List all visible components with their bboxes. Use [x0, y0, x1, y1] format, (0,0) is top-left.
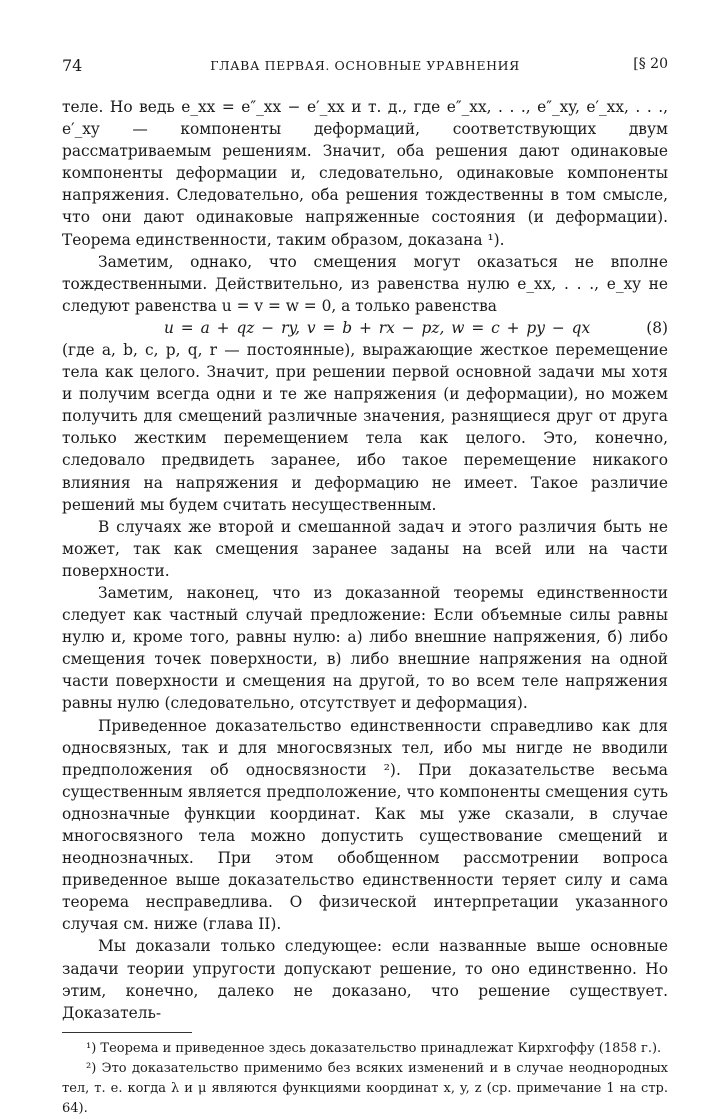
section-marker: [§ 20 — [633, 56, 668, 72]
footnotes — [62, 1039, 668, 1119]
paragraph: Мы доказали только следующее: если названные выше основные задачи теории упругости допускают решение, то оно единственно. Но этим, конечно, далеко не доказано, что решение существует. Доказатель- — [62, 937, 668, 1022]
footnote-1: ¹) Теорема и приведенное здесь доказательство принадлежат Кирхгоффу (1858 г.). — [86, 1040, 662, 1056]
footnote-divider — [62, 1032, 192, 1033]
paragraph-continuation: теле. Но ведь e_xx = e″_xx − e′_xx и т. д., где e″_xx, . . ., e″_xy, e′_xx, . . ., e′_xy — компоненты деформаций, соответствующих двум рассматриваемым решениям. Значит, оба решения дают одинаковые компоненты деформации и, следовательно, одинаковые компоненты напряжения. Следовательно, оба решения тождественны в том смысле, что они дают одинаковые напряженные состояния (и деформации). Теорема единственности, таким образом, доказана ¹). — [62, 98, 668, 249]
page-number: 74 — [62, 56, 83, 75]
equation-8 — [62, 317, 668, 339]
equation-number: (8) — [646, 318, 668, 337]
paragraph: Заметим, однако, что смещения могут оказаться не вполне тождественными. Действительно, из равенства нулю e_xx, . . ., e_xy не следуют равенства u = v = w = 0, а только равенства — [62, 252, 668, 315]
running-header — [62, 56, 668, 82]
paragraph: (где a, b, c, p, q, r — постоянные), выражающие жесткое перемещение тела как целого. Значит, при решении первой основной задачи мы хотя и получим всегда одни и те же напряжения (и деформации), но можем получить для смещений различные значения, разнящиеся друг от друга только жестким перемещением тела как целого. Это, конечно, следовало предвидеть заранее, ибо такое перемещение никакого влияния на напряжения и деформацию не имеет. Такое различие решений мы будем считать несущественным. — [62, 340, 668, 514]
paragraph: В случаях же второй и смешанной задач и этого различия быть не может, так как смещения заранее заданы на всей или на части поверхности. — [62, 517, 668, 580]
body-text — [62, 96, 668, 1024]
paragraph: Приведенное доказательство единственности справедливо как для односвязных, так и для многосвязных тел, ибо мы нигде не вводили предположения об односвязности ²). При доказательстве весьма существенным является предположение, что компоненты смещения суть однозначные функции координат. Как мы уже сказали, в случае многосвязного тела можно допустить существование смещений и неоднозначных. При этом обобщенном рассмотрении вопроса приведенное выше доказательство единственности теряет силу и сама теорема несправедлива. О физической интерпретации указанного случая см. ниже (глава II). — [62, 716, 668, 934]
book-page — [62, 56, 668, 1119]
running-title: ГЛАВА ПЕРВАЯ. ОСНОВНЫЕ УРАВНЕНИЯ — [210, 58, 520, 73]
footnote-2: ²) Это доказательство применимо без всяких изменений и в случае неоднородных тел, т. е. когда λ и μ являются функциями координат x, y, z (ср. примечание 1 на стр. 64). — [62, 1060, 668, 1116]
paragraph: Заметим, наконец, что из доказанной теоремы единственности следует как частный случай предложение: Если объемные силы равны нулю и, кроме того, равны нулю: а) либо внешние напряжения, б) либо смещения точек поверхности, в) либо внешние напряжения на одной части поверхности и смещения на другой, то во всем теле напряжения равны нулю (следовательно, отсутствует и деформация). — [62, 583, 668, 713]
equation-body: u = a + qz − ry, v = b + rx − pz, w = c + py − qx — [164, 318, 591, 337]
